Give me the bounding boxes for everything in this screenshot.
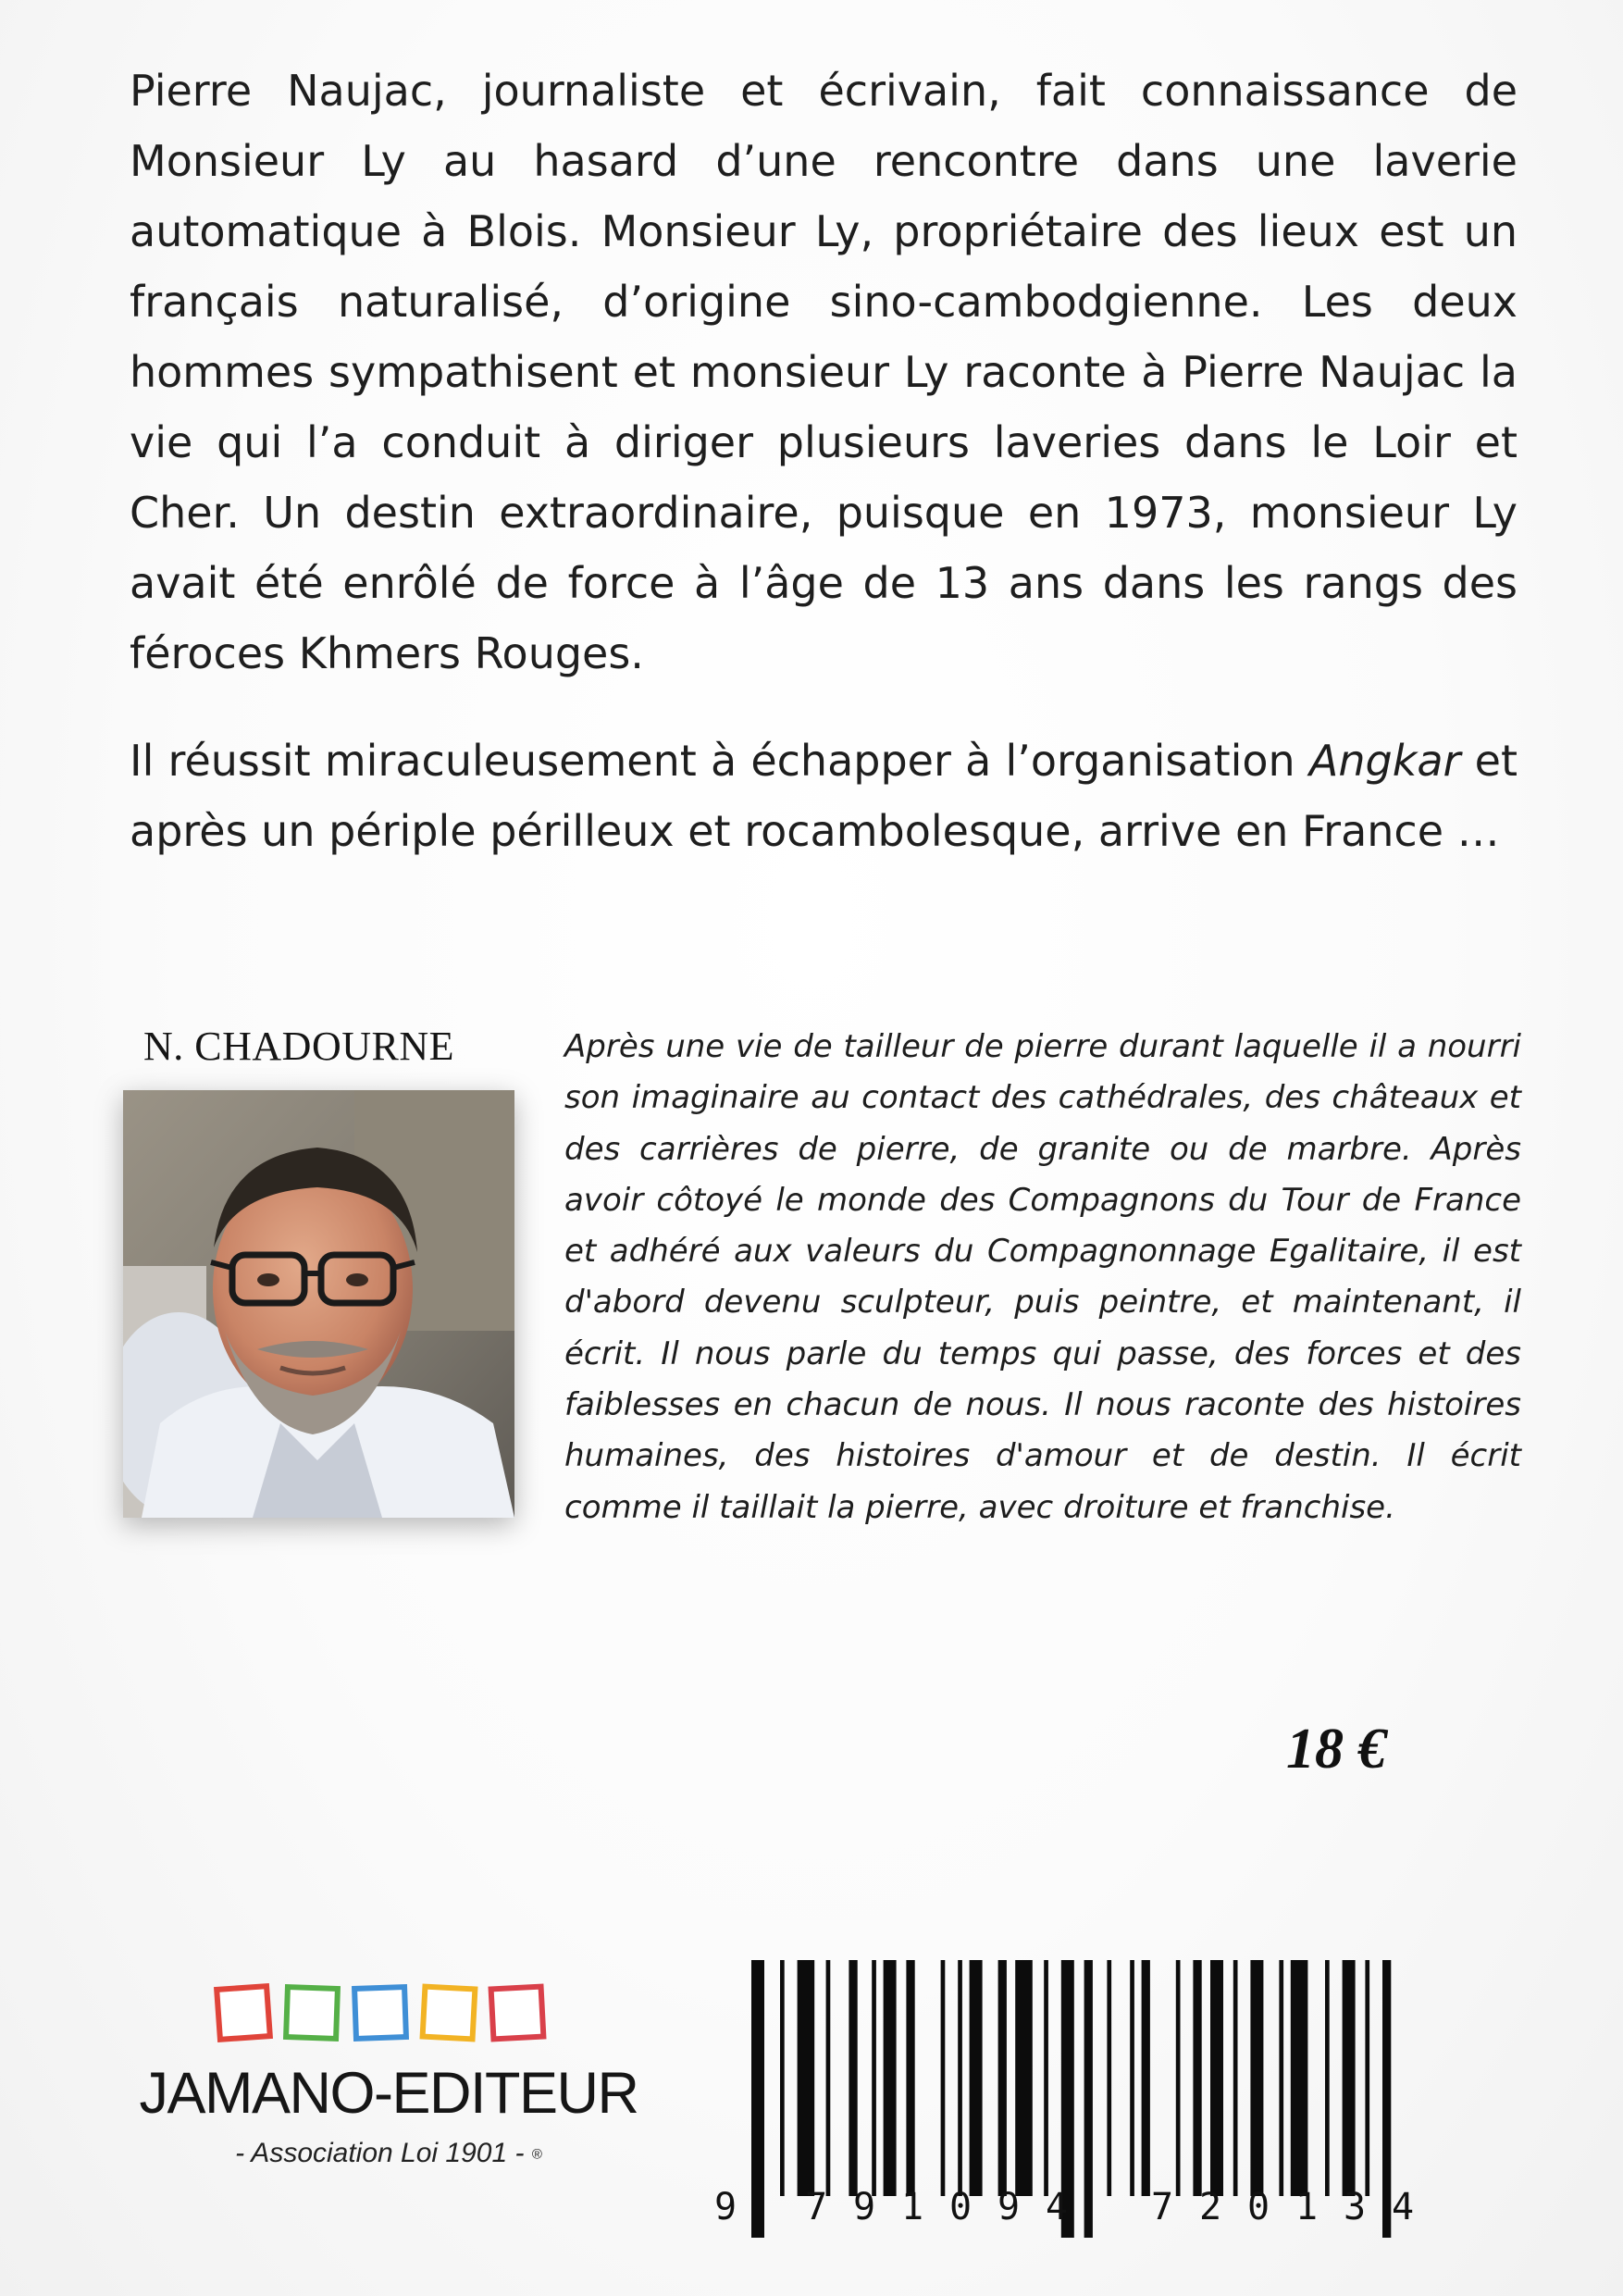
publisher-tagline: - Association Loi 1901 - ®: [235, 2138, 542, 2168]
barcode-bar: [884, 1960, 897, 2196]
author-name: N. CHADOURNE: [143, 1024, 454, 1069]
logo-square-1: [217, 1986, 270, 2040]
barcode-bar: [1015, 1960, 1033, 2196]
barcode-digit: 4: [1392, 2186, 1415, 2228]
colored-squares-logo-icon: [211, 1980, 563, 2045]
barcode-bar: [941, 1960, 946, 2196]
barcode-digit: 7: [1151, 2186, 1174, 2228]
logo-square-4: [423, 1987, 476, 2040]
barcode-bar: [872, 1960, 876, 2196]
barcode-digit: 1: [901, 2186, 924, 2228]
logo-square-2: [286, 1987, 338, 2039]
author-photo: [123, 1090, 514, 1518]
barcode-digit: 1: [1295, 2186, 1319, 2228]
logo-square-5: [491, 1987, 544, 2040]
barcode-bar: [1193, 1960, 1201, 2196]
barcode-bar: [1279, 1960, 1283, 2196]
barcode-bar: [1107, 1960, 1111, 2196]
barcode-digit: 0: [949, 2186, 973, 2228]
barcode-bar: [1044, 1960, 1048, 2196]
synopsis-text: [130, 56, 1518, 903]
barcode-digit: 0: [1247, 2186, 1270, 2228]
author-biography: Après une vie de tailleur de pierre durant laquelle il a nourri son imaginaire au contact des cathédrales, des châteaux et des carrières de pierre, de granite ou de marbre. Après avoir côtoyé le monde des Compagnons du Tour de France et adhéré aux valeurs du Compagnonnage Egalitaire, il est d'abord devenu sculpteur, puis peintre, et maintenant, il écrit. Il nous parle du temps qui passe, des forces et des faiblesses en chacun de nous. Il nous raconte des histoires humaines, des histoires d'amour et de destin. Il écrit comme il taillait la pierre, avec droiture et franchise.: [564, 1028, 1521, 1526]
synopsis-paragraph-2: Il réussit miraculeusement à échapper à l’organisation Angkar et après un périple périlleux et rocambolesque, arrive en France …: [130, 736, 1518, 856]
barcode-bar: [998, 1960, 1007, 2196]
barcode-bar: [826, 1960, 831, 2196]
barcode-bar: [798, 1960, 815, 2196]
barcode-digit: 4: [1046, 2186, 1069, 2228]
barcode-digit: 7: [805, 2186, 828, 2228]
barcode-bar: [1325, 1960, 1330, 2196]
registered-mark: ®: [531, 2146, 542, 2163]
barcode-bar: [1130, 1960, 1134, 2196]
barcode-digit: 9: [714, 2186, 737, 2228]
publisher-name: JAMANO-EDITEUR: [139, 2061, 638, 2126]
barcode-bar: [1210, 1960, 1223, 2196]
barcode-bar: [1343, 1960, 1356, 2196]
barcode-digit: 9: [853, 2186, 876, 2228]
price-label: 18 €: [1286, 1718, 1387, 1781]
angkar-italic: Angkar: [1308, 736, 1461, 786]
barcode-bar: [1176, 1960, 1181, 2196]
synopsis-paragraph-1: Pierre Naujac, journaliste et écrivain, fait connaissance de Monsieur Ly au hasard d’une rencontre dans une laverie automatique à Blois. Monsieur Ly, propriétaire des lieux est un français naturalisé, d’origine sino-cambodgienne. Les deux hommes sympathisent et monsieur Ly raconte à Pierre Naujac la vie qui l’a conduit à diriger plusieurs laveries dans le Loir et Cher. Un destin extraordinaire, puisque en 1973, monsieur Ly avait été enrôlé de force à l’âge de 13 ans dans les rangs des féroces Khmers Rouges.: [130, 66, 1518, 678]
barcode-digit: 2: [1199, 2186, 1222, 2228]
barcode-bar: [1142, 1960, 1150, 2196]
barcode-bar: [1233, 1960, 1238, 2196]
barcode-digit: 9: [997, 2186, 1021, 2228]
barcode-bar: [1365, 1960, 1369, 2196]
barcode-bar: [906, 1960, 914, 2196]
barcode-bar: [849, 1960, 857, 2196]
barcode-bar: [780, 1960, 785, 2196]
barcode-bar: [1291, 1960, 1308, 2196]
barcode-digit: 3: [1344, 2186, 1367, 2228]
barcode-bar: [958, 1960, 962, 2196]
barcode-digits: [714, 2186, 1436, 2251]
barcode-bar: [970, 1960, 983, 2196]
logo-square-3: [354, 1987, 406, 2039]
barcode-bar: [1250, 1960, 1263, 2196]
